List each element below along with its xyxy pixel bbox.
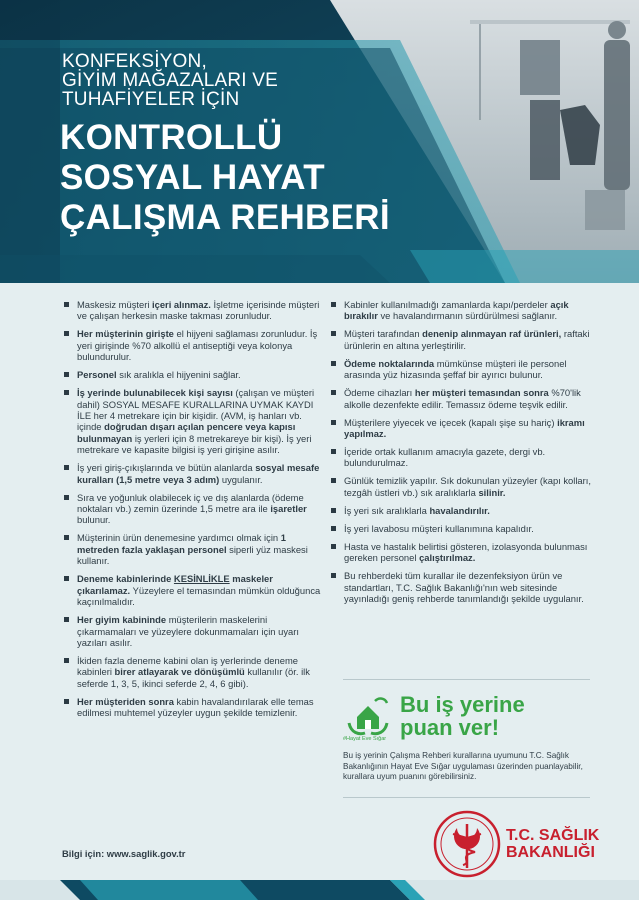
rule-text: Müşterinin ürün denemesine yardımcı olmak için bbox=[77, 532, 281, 544]
rule-text: kullanılır (ör. ilk seferde 1, 3, 5, ikinci seferde 2, 4, 6 gibi). bbox=[77, 666, 310, 689]
rule-text: sık aralıkla el hijyenini sağlar. bbox=[116, 369, 241, 381]
rule-emphasis: Her müşteriden sonra bbox=[77, 695, 174, 707]
rule-text: Hasta ve hastalık belirtisi gösteren, izolasyonda bulunması gereken personel bbox=[344, 540, 588, 564]
right-rule-item bbox=[331, 417, 599, 440]
right-rule-item bbox=[331, 328, 599, 351]
right-rule-item bbox=[331, 387, 599, 410]
rule-text: kabin havalandırılarak elle temas edilmesi muhtemel yüzeyler uygun şekilde temizlenir. bbox=[77, 695, 314, 719]
left-rule-item bbox=[64, 532, 322, 566]
subtitle-line: GİYİM MAĞAZALARI VE bbox=[62, 70, 279, 91]
divider bbox=[343, 797, 590, 798]
info-link[interactable]: Bilgi için: www.saglik.gov.tr bbox=[62, 848, 186, 859]
rule-text: (çalışan ve müşteri dahil) SOSYAL MESAFE KURALLARINA UYMAK KAYDI İLE her 4 metrekare için bir kişidir. (AVM, iş hanları vb. içinde bbox=[77, 387, 315, 433]
caduceus-crescent-logo bbox=[433, 810, 501, 878]
left-rule-item bbox=[64, 328, 322, 362]
rate-title-line: Bu iş yerine bbox=[400, 692, 525, 717]
divider bbox=[343, 679, 590, 680]
logo-caption: #Hayat Eve Sığar bbox=[343, 736, 387, 742]
rule-emphasis: açık bırakılır bbox=[344, 299, 569, 322]
rule-emphasis: birer atlayarak ve dönüşümlü bbox=[114, 666, 245, 678]
rule-emphasis: maskeler çıkarılamaz. bbox=[77, 573, 273, 596]
rule-emphasis: işaretler bbox=[270, 503, 307, 515]
rate-description: Bu iş yerinin Çalışma Rehberi kurallarına uyumunu T.C. Sağlık Bakanlığının Hayat Eve Sığar uygulaması üzerinden puanlayabilir, kurallara uyum puanını görebilirsiniz. bbox=[343, 751, 583, 781]
rule-emphasis: Deneme kabinlerinde bbox=[77, 573, 174, 585]
left-rule-item bbox=[64, 387, 322, 455]
rule-text: İş yeri lavabosu müşteri kullanımına kapalıdır. bbox=[344, 522, 534, 534]
rate-title-line: puan ver! bbox=[400, 715, 500, 740]
header-banner bbox=[0, 0, 639, 283]
rule-text: İkiden fazla deneme kabini olan iş yerlerinde deneme kabinleri bbox=[77, 654, 298, 678]
rule-text: Müşteri tarafından bbox=[344, 328, 423, 340]
rule-text: İşletme içerisinde müşteri ve çalışan herkesin maske takması zorunludur. bbox=[77, 299, 320, 322]
rule-emphasis: sosyal mesafe kuralları (1,5 metre veya 3 adım) bbox=[77, 462, 320, 485]
left-rule-item bbox=[64, 696, 322, 719]
rule-text: uygulanır. bbox=[219, 473, 263, 485]
left-rule-item bbox=[64, 614, 322, 648]
title-line: ÇALIŞMA REHBERİ bbox=[60, 198, 390, 237]
rule-emphasis: denenip alınmayan raf ürünleri, bbox=[422, 328, 562, 340]
header-title bbox=[60, 118, 390, 238]
rule-emphasis: çalıştırılmaz. bbox=[419, 552, 476, 564]
rule-text: raftaki ürünlerin en altına yerleştirilir. bbox=[344, 328, 590, 351]
rule-text: Maskesiz müşteri bbox=[77, 299, 153, 310]
ministry-name-line: T.C. SAĞLIK bbox=[506, 827, 600, 844]
rule-text: Ödeme cihazları bbox=[344, 387, 415, 399]
rule-text: İş yeri sık aralıklarla bbox=[344, 504, 430, 516]
rule-text: el hijyeni sağlaması zorunludur. İş yeri girişinde %70 alkollü el antiseptiği veya kolonya bulundurulur. bbox=[77, 328, 318, 363]
right-rule-item bbox=[331, 541, 599, 564]
left-column bbox=[64, 299, 322, 725]
right-rule-item bbox=[331, 446, 599, 469]
right-rule-item bbox=[331, 299, 599, 322]
rule-emphasis: KESİNLİKLE bbox=[173, 573, 230, 585]
rule-text: Bu rehberdeki tüm kurallar ile dezenfeksiyon ürün ve standartları, T.C. Sağlık Bakanlığı'nın web sitesinde yayınladığı geniş rehberde tanımlandığı şekilde uygulanır. bbox=[344, 570, 584, 605]
rule-emphasis: silinir. bbox=[478, 486, 506, 498]
rule-text: İçeride ortak kullanım amacıyla gazete, dergi vb. bulundurulmaz. bbox=[344, 446, 546, 469]
right-rule-item bbox=[331, 505, 599, 516]
rule-emphasis: Her müşterinin girişte bbox=[77, 328, 174, 340]
rule-text: Kabinler kullanılmadığı zamanlarda kapı/perdeler bbox=[344, 299, 551, 310]
rule-emphasis: İş yerinde bulunabilecek kişi sayısı bbox=[77, 387, 233, 399]
rule-text: bulunur. bbox=[77, 514, 111, 526]
rule-emphasis: her müşteri temasından sonra bbox=[414, 387, 549, 399]
rule-text: müşterilerin maskelerini çıkarmamaları ve yüzeylere dokunmamaları için uyarı yazıları asılır. bbox=[77, 614, 299, 648]
ministry-name bbox=[506, 827, 599, 861]
content-area bbox=[0, 283, 639, 900]
rate-business-block bbox=[343, 687, 603, 797]
left-rule-item bbox=[64, 655, 322, 689]
left-rule-item bbox=[64, 369, 322, 380]
rule-text: ve havalandırmanın sürdürülmesi sağlanır. bbox=[377, 310, 558, 322]
right-column bbox=[331, 299, 599, 611]
subtitle-line: TUHAFİYELER İÇİN bbox=[62, 89, 240, 110]
rule-text: mümkünse müşteri ile personel arasında yüz hizasında şeffaf bir ayırıcı bulunur. bbox=[344, 357, 567, 381]
footer-stripes bbox=[0, 880, 639, 900]
rule-text: iş yerleri için 8 metrekareye bir kişi). İş yeri metrekare ve kapasite bilgisi iş yeri girişine asılır. bbox=[77, 432, 312, 456]
title-line: KONTROLLÜ bbox=[60, 118, 283, 157]
left-rule-item bbox=[64, 573, 322, 607]
footer-band bbox=[0, 880, 639, 900]
rule-emphasis: Ödeme noktalarında bbox=[344, 357, 435, 369]
rule-text: siperli yüz maskesi kullanır. bbox=[77, 543, 308, 567]
rule-emphasis: doğrudan dışarı açılan pencere veya kapısı bulunmayan bbox=[77, 421, 296, 444]
right-rule-item bbox=[331, 523, 599, 534]
rule-text: Sıra ve yoğunluk olabilecek iç ve dış alanlarda (ödeme noktaları vb.) zemin üzerinde 1,5 metre ara ile bbox=[77, 491, 304, 515]
right-rule-item bbox=[331, 570, 599, 604]
rule-text: İş yeri giriş-çıkışlarında ve bütün alanlarda bbox=[77, 462, 256, 474]
left-rule-item bbox=[64, 462, 322, 485]
rule-text: Günlük temizlik yapılır. Sık dokunulan yüzeyler (kapı kolları, tezgâh üstleri vb.) sık aralıklarla bbox=[344, 475, 591, 498]
left-rule-item bbox=[64, 299, 322, 322]
rule-emphasis: ikramı yapılmaz. bbox=[344, 416, 585, 440]
rule-text: Yüzeylere el temasından mümkün olduğunca kaçınılmalıdır. bbox=[77, 584, 321, 608]
house-hands-icon bbox=[345, 693, 391, 737]
ministry-name-line: BAKANLIĞI bbox=[506, 844, 595, 861]
rate-title bbox=[400, 693, 525, 739]
rule-emphasis: içeri alınmaz. bbox=[152, 299, 211, 310]
rule-text: %70'lik alkolle dezenfekte edilir. Temassız ödeme teşvik edilir. bbox=[344, 387, 581, 410]
right-rule-item bbox=[331, 475, 599, 498]
right-rule-list bbox=[331, 299, 599, 604]
rule-emphasis: Personel bbox=[77, 369, 117, 381]
right-rule-item bbox=[331, 358, 599, 381]
rule-emphasis: havalandırılır. bbox=[429, 504, 490, 516]
left-rule-list bbox=[64, 299, 322, 719]
header-subtitle bbox=[62, 52, 278, 109]
subtitle-line: KONFEKSİYON, bbox=[62, 51, 207, 72]
rule-text: Müşterilere yiyecek ve içecek (kapalı şişe su hariç) bbox=[344, 416, 558, 428]
title-line: SOSYAL HAYAT bbox=[60, 158, 325, 197]
rule-emphasis: 1 metreden fazla yaklaşan personel bbox=[77, 532, 286, 555]
rule-emphasis: Her giyim kabininde bbox=[77, 614, 167, 626]
left-rule-item bbox=[64, 492, 322, 526]
